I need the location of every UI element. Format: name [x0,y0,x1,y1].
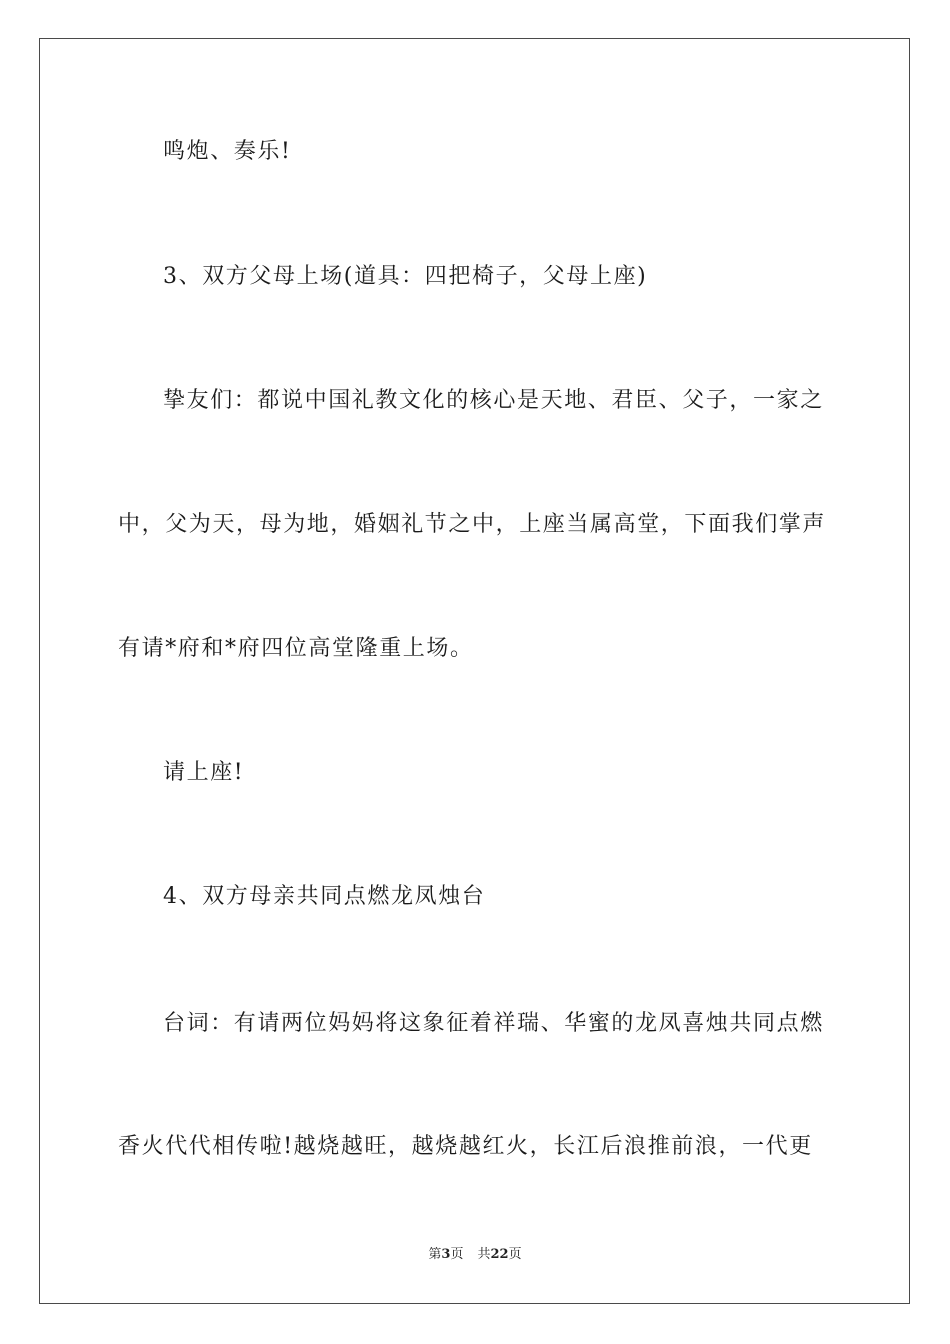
total-suffix: 页 [508,1247,522,1262]
total-prefix: 共 [477,1247,491,1262]
page-border [39,38,910,1304]
text-line-1: 鸣炮、奏乐! [163,139,292,164]
page-prefix: 第 [428,1247,442,1262]
page-suffix: 页 [450,1247,464,1262]
text-line-8: 台词：有请两位妈妈将这象征着祥瑞、华蜜的龙凤喜烛共同点燃 [163,1011,824,1036]
page-footer [0,1246,950,1264]
text-line-4: 中，父为天，母为地，婚姻礼节之中，上座当属高堂，下面我们掌声 [118,512,827,537]
text-line-9: 香火代代相传啦!越烧越旺，越烧越红火，长江后浪推前浪，一代更 [118,1134,813,1159]
text-line-5: 有请*府和*府四位高堂隆重上场。 [118,636,474,661]
text-line-7: 4、双方母亲共同点燃龙凤烛台 [163,884,486,909]
text-line-2: 3、双方父母上场(道具：四把椅子，父母上座) [163,264,648,289]
total-pages: 22 [490,1247,509,1262]
text-line-3: 挚友们：都说中国礼教文化的核心是天地、君臣、父子，一家之 [163,388,824,413]
page-number: 3 [441,1247,451,1262]
text-line-6: 请上座! [163,760,245,785]
